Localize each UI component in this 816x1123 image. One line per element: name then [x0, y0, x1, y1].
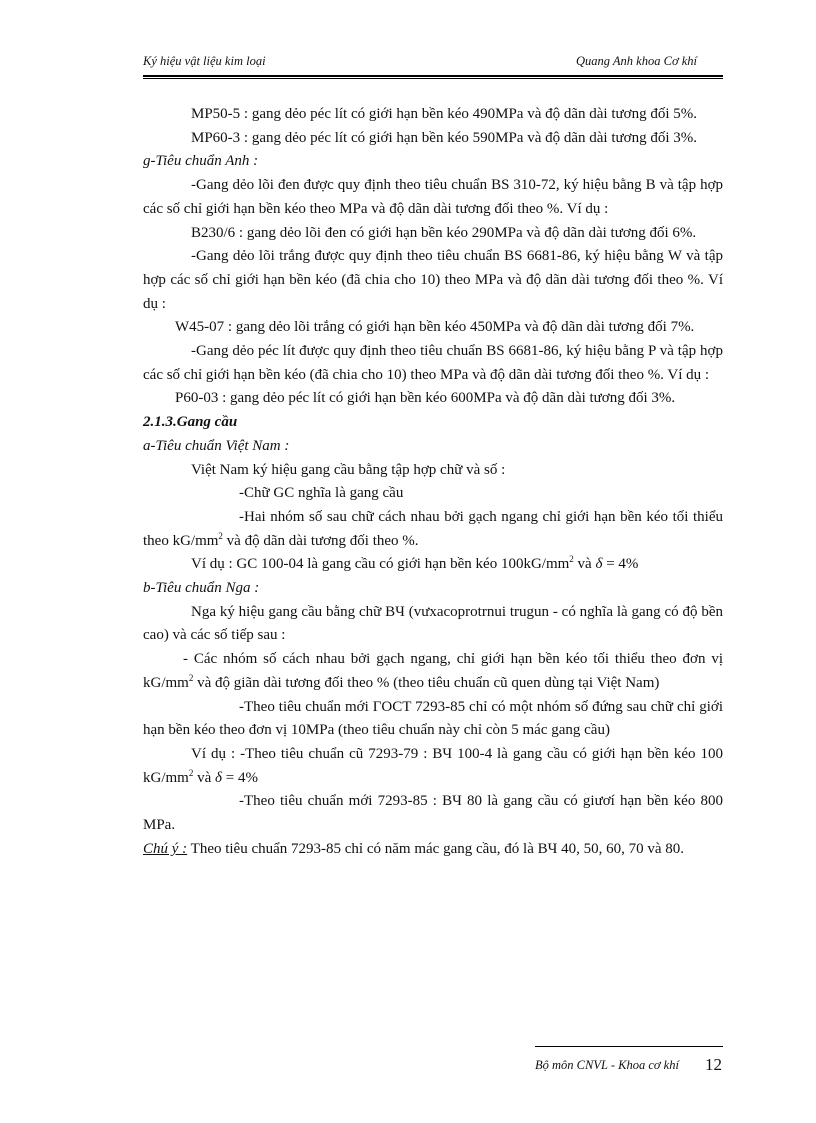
paragraph: B230/6 : gang dẻo lõi đen có giới hạn bền kéo 290MPa và độ dãn dài tương đối 6%. [191, 224, 697, 241]
paragraph [143, 553, 723, 577]
note-label: Chú ý : [143, 840, 188, 857]
section-heading: a-Tiêu chuẩn Việt Nam : [143, 437, 290, 454]
footer-text: Bộ môn CNVL - Khoa cơ khí [535, 1058, 679, 1072]
text-run: và [193, 769, 216, 786]
paragraph: -Theo tiêu chuẩn mới ГOCT 7293-85 chỉ có một nhóm số đứng sau chữ chỉ giới hạn bền kéo theo đơn vị 10MPa (theo tiêu chuẩn này chỉ còn 5 mác gang cầu) [143, 698, 723, 739]
paragraph [143, 648, 723, 695]
paragraph: -Gang dẻo lõi trắng được quy định theo tiêu chuẩn BS 6681-86, ký hiệu bằng W và tập hợp các số chỉ giới hạn bền kéo (đã chia cho 10) theo MPa và độ dãn dài tương đối theo %. Ví dụ : [143, 248, 723, 312]
document-body [143, 103, 723, 862]
paragraph: P60-03 : gang dẻo péc lít có giới hạn bền kéo 600MPa và độ dãn dài tương đối 3%. [175, 390, 676, 407]
header-author: Quang Anh khoa Cơ khí [576, 54, 698, 68]
paragraph: -Gang dẻo péc lít được quy định theo tiêu chuẩn BS 6681-86, ký hiệu bằng P và tập hợp các số chỉ giới hạn bền kéo (đã chia cho 10) theo MPa và độ dãn dài tương đối theo %. Ví dụ : [143, 343, 723, 383]
text-run: và độ dãn dài tương đối theo %. [222, 532, 419, 549]
delta-symbol: δ [595, 556, 603, 573]
superscript: 2 [188, 672, 194, 683]
delta-symbol: δ [215, 769, 222, 786]
paragraph: -Chữ GC nghĩa là gang cầu [239, 485, 404, 502]
paragraph: Việt Nam ký hiệu gang cầu bằng tập hợp chữ và số : [191, 461, 506, 478]
page-number: 12 [705, 1055, 722, 1074]
superscript: 2 [218, 530, 223, 541]
footer-divider [535, 1046, 723, 1047]
paragraph: Nga ký hiệu gang cầu bằng chữ BЧ (vưxacoprotrnui trugun - có nghĩa là gang có độ bền cao) và các số tiếp sau : [143, 603, 723, 644]
section-heading: g-Tiêu chuẩn Anh : [143, 153, 259, 170]
paragraph: MP60-3 : gang dẻo péc lít có giới hạn bền kéo 590MPa và độ dãn dài tương đối 3%. [191, 129, 697, 146]
text-run: Ví dụ : -Theo tiêu chuẩn cũ 7293-79 : BЧ 100-4 là gang cầu có giới hạn bền kéo 100 kG/mm [143, 745, 723, 786]
note-paragraph [143, 838, 723, 862]
superscript: 2 [188, 767, 194, 778]
header-divider [143, 75, 723, 79]
section-heading: 2.1.3.Gang cầu [143, 414, 238, 431]
text-run: - Các nhóm số cách nhau bởi gạch ngang, chỉ giới hạn bền kéo tối thiểu theo đơn vị kG/mm [143, 651, 723, 691]
paragraph: MP50-5 : gang dẻo péc lít có giới hạn bền kéo 490MPa và độ dãn dài tương đối 5%. [191, 106, 697, 122]
header-title: Ký hiệu vật liệu kim loại [143, 54, 266, 68]
text-run: và [573, 556, 596, 573]
paragraph: -Gang dẻo lõi đen được quy định theo tiêu chuẩn BS 310-72, ký hiệu bằng B và tập hợp các số chỉ giới hạn bền kéo theo MPa và độ dãn dài tương đối theo %. Ví dụ : [143, 177, 723, 217]
text-run: = 4% [602, 556, 639, 573]
text-run: -Hai nhóm số sau chữ cách nhau bởi gạch ngang chỉ giới hạn bền kéo tối thiểu theo kG/mm [143, 508, 723, 549]
text-run: = 4% [222, 769, 258, 786]
text-run: Ví dụ : GC 100-04 là gang cầu có giới hạn bền kéo 100kG/mm [191, 556, 570, 573]
note-text: Theo tiêu chuẩn 7293-85 chỉ có năm mác gang cầu, đó là BЧ 40, 50, 60, 70 và 80. [187, 840, 685, 857]
paragraph: W45-07 : gang dẻo lõi trắng có giới hạn bền kéo 450MPa và độ dãn dài tương đối 7%. [175, 319, 695, 336]
superscript: 2 [569, 554, 574, 565]
text-run: và độ giãn dài tương đối theo % (theo tiêu chuẩn cũ quen dùng tại Việt Nam) [193, 674, 660, 691]
paragraph [143, 506, 723, 553]
paragraph [143, 743, 723, 790]
paragraph: -Theo tiêu chuẩn mới 7293-85 : BЧ 80 là gang cầu có giươí hạn bền kéo 800 MPa. [143, 793, 723, 834]
section-heading: b-Tiêu chuẩn Nga : [143, 580, 260, 597]
